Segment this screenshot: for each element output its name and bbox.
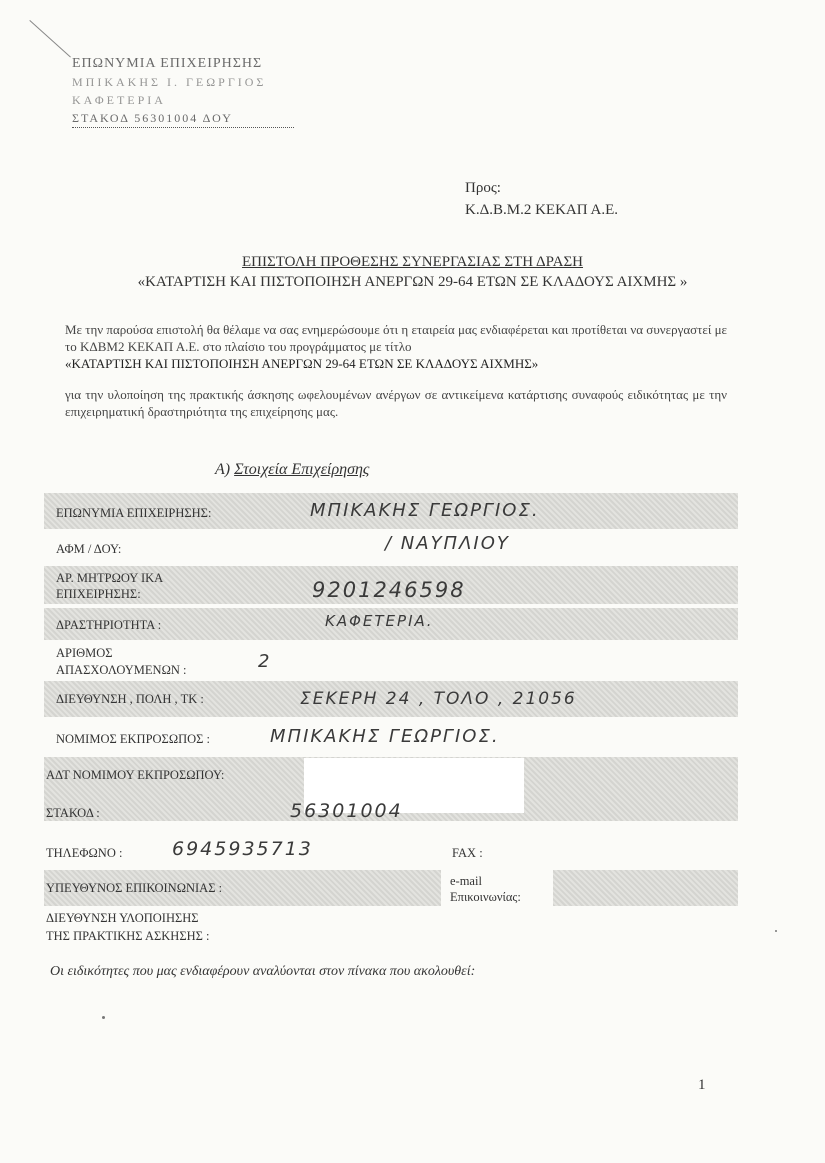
- row-shade-email: [553, 870, 738, 906]
- activity-label: ΔΡΑΣΤΗΡΙΟΤΗΤΑ :: [56, 618, 162, 632]
- body-paragraph-2: για την υλοποίηση της πρακτικής άσκησης ωφελουμένων ανέργων σε αντικείμενα κατάρτισης συναφούς ειδικότητας με την επιχειρηματική δραστηριότητα της επιχείρησης μας.: [65, 387, 727, 419]
- address-label: ΔΙΕΥΘΥΝΣΗ , ΠΟΛΗ , ΤΚ :: [56, 692, 204, 706]
- body-paragraph-1-text: Με την παρούσα επιστολή θα θέλαμε να σας ενημερώσουμε ότι η εταιρεία μας ενδιαφέρεται και προτίθεται να συνεργαστεί με το ΚΔΒΜ2 ΚΕΚΑΠ Α.Ε. στο πλαίσιο του προγράμματος με τίτλο: [65, 322, 727, 354]
- id-label: ΑΔΤ ΝΟΜΙΜΟΥ ΕΚΠΡΟΣΩΠΟΥ:: [46, 768, 225, 782]
- registry-value: 9201246598: [312, 578, 466, 602]
- legal-rep-label: ΝΟΜΙΜΟΣ ΕΚΠΡΟΣΩΠΟΣ :: [56, 732, 211, 746]
- stamp-line-2: ΜΠΙΚΑΚΗΣ Ι. ΓΕΩΡΓΙΟΣ: [72, 75, 267, 89]
- employees-label-2: ΑΠΑΣΧΟΛΟΥΜΕΝΩΝ :: [56, 663, 187, 677]
- afm-label: ΑΦΜ / ΔΟΥ:: [56, 542, 122, 556]
- stamp-line-3: ΚΑΦΕΤΕΡΙΑ: [72, 93, 166, 107]
- recipient-block: [465, 177, 618, 221]
- employees-value: 2: [258, 651, 272, 672]
- email-label-1: e-mail: [450, 874, 482, 888]
- stamp-line-1: ΕΠΩΝΥΜΙΑ ΕΠΙΧΕΙΡΗΣΗΣ: [72, 56, 263, 71]
- registry-label-1: ΑΡ. ΜΗΤΡΩΟΥ ΙΚΑ: [56, 571, 164, 585]
- scan-speck: [775, 930, 777, 932]
- recipient-name: Κ.Δ.Β.Μ.2 ΚΕΚΑΠ Α.Ε.: [465, 202, 618, 218]
- stakod-label: ΣΤΑΚΟΔ :: [46, 806, 100, 820]
- page-number: 1: [698, 1077, 706, 1093]
- company-name-value: ΜΠΙΚΑΚΗΣ ΓΕΩΡΓΙΟΣ.: [310, 500, 540, 521]
- letter-title-line-2: «ΚΑΤΑΡΤΙΣΗ ΚΑΙ ΠΙΣΤΟΠΟΙΗΣΗ ΑΝΕΡΓΩΝ 29-64 ΕΤΩΝ ΣΕ ΚΛΑΔΟΥΣ ΑΙΧΜΗΣ »: [137, 274, 688, 290]
- letter-title-line-1: ΕΠΙΣΤΟΛΗ ΠΡΟΘΕΣΗΣ ΣΥΝΕΡΓΑΣΙΑΣ ΣΤΗ ΔΡΑΣΗ: [241, 254, 584, 270]
- company-name-label: ΕΠΩΝΥΜΙΑ ΕΠΙΧΕΙΡΗΣΗΣ:: [56, 506, 212, 520]
- recipient-label: Προς:: [465, 180, 501, 196]
- phone-label: ΤΗΛΕΦΩΝΟ :: [46, 846, 123, 860]
- section-title: [215, 461, 369, 479]
- table-intro-text: Οι ειδικότητες που μας ενδιαφέρουν αναλύονται στον πίνακα που ακολουθεί:: [50, 964, 476, 979]
- fax-label: FAX :: [452, 846, 483, 860]
- practice-label-1: ΔΙΕΥΘΥΝΣΗ ΥΛΟΠΟΙΗΣΗΣ: [46, 911, 199, 925]
- phone-value: 6945935713: [172, 838, 313, 860]
- company-stamp: [72, 55, 302, 128]
- body-paragraph-1-program-title: «ΚΑΤΑΡΤΙΣΗ ΚΑΙ ΠΙΣΤΟΠΟΙΗΣΗ ΑΝΕΡΓΩΝ 29-64 ΕΤΩΝ ΣΕ ΚΛΑΔΟΥΣ ΑΙΧΜΗΣ»: [65, 356, 539, 371]
- registry-label-2: ΕΠΙΧΕΙΡΗΣΗΣ:: [56, 587, 141, 601]
- scan-speck: [102, 1016, 105, 1019]
- email-label-2: Επικοινωνίας:: [450, 890, 521, 904]
- body-paragraph-1: [65, 321, 727, 372]
- practice-label-2: ΤΗΣ ΠΡΑΚΤΙΚΗΣ ΑΣΚΗΣΗΣ :: [46, 929, 210, 943]
- activity-value: ΚΑΦΕΤΕΡΙΑ.: [325, 612, 434, 630]
- afm-value: / ΝΑΥΠΛΙΟΥ: [385, 533, 510, 554]
- employees-label-1: ΑΡΙΘΜΟΣ: [56, 646, 113, 660]
- legal-rep-value: ΜΠΙΚΑΚΗΣ ΓΕΩΡΓΙΟΣ.: [270, 726, 500, 747]
- address-value: ΣΕΚΕΡΗ 24 , ΤΟΛΟ , 21056: [300, 689, 577, 709]
- section-title-text: Στοιχεία Επιχείρησης: [234, 461, 370, 478]
- section-prefix: Α): [215, 461, 231, 478]
- stakod-value: 56301004: [290, 800, 403, 822]
- stamp-line-4: ΣΤΑΚΟΔ 56301004 ΔΟΥ: [72, 109, 294, 128]
- contact-label: ΥΠΕΥΘΥΝΟΣ ΕΠΙΚΟΙΝΩΝΙΑΣ :: [46, 881, 223, 895]
- letter-title: [0, 254, 825, 271]
- scan-mark: [29, 20, 71, 58]
